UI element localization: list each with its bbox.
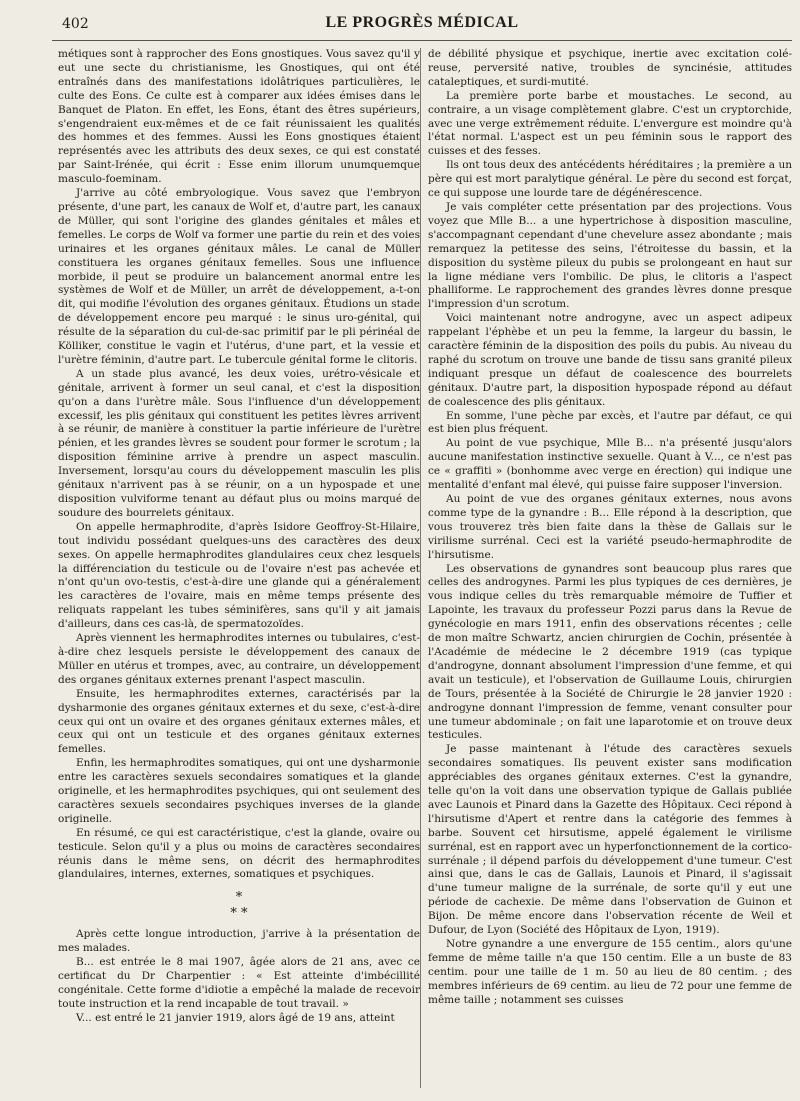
paragraph: Je vais compléter cette présentation par des projections. Vous voyez que Mlle B... a une hypertrichose à disposition masculine, s'accompagnant cependant d'une chevelure assez abondante ; mais remarquez la petitesse des seins, l'étroitesse du bassin, et la disposition du système pileux du pubis se prolongeant en haut sur la ligne médiane vers l'ombilic. De plus, le clitoris a l'aspect phalliforme. Le rapprochement des grandes lèvres donne presque l'impression d'un scrotum. <box>428 200 792 311</box>
paragraph: Ils ont tous deux des antécédents héréditaires ; la première a un père qui est mort paralytique général. Le père du second est forçat, ce qui suppose une lourde tare de dégénérescence. <box>428 159 792 200</box>
paragraph: Les observations de gynandres sont beaucoup plus rares que celles des androgynes. Parmi les plus typiques de ces dernières, je vous indique celles du très remarquable mémoire de Tuffier et Lapointe, les travaux du professeur Pozzi parus dans la Revue de gynécologie en mars 1911, enfin des observations récentes ; celle de mon maître Schwartz, ancien chirurgien de Cochin, présentée à l'Académie de médecine le 2 décembre 1919 (cas typique d'androgyne, donnant absolument l'impression d'une femme, et qui avait un testicule), et l'observation de Guillaume Louis, chirurgien de Tours, présentée à la Société de Chirurgie le 28 janvier 1920 : androgyne donnant l'impression de femme, venant consulter pour une tumeur abdominale ; on fait une laparotomie et on trouve deux testicules. <box>428 562 792 742</box>
paragraph: B... est entrée le 8 mai 1907, âgée alors de 21 ans, avec ce certificat du Dr Charpentier : « Est atteinte d'imbécillité congénitale. Cette forme d'idiotie a empêché la malade de recevoir toute instruction et la rend incapable de tout travail. » <box>58 956 420 1010</box>
separator-asterisks: * * * <box>230 890 248 922</box>
column-divider <box>420 48 421 1088</box>
paragraph: En somme, l'une pèche par excès, et l'autre par défaut, ce qui est bien plus fréquent. <box>428 409 792 436</box>
paragraph: Voici maintenant notre androgyne, avec un aspect adipeux rappelant l'éphèbe et un peu la femme, la largeur du bassin, le caractère féminin de la disposition des poils du pubis. Au niveau du raphé du scrotum on trouve une bande de tissu sans granité pileux indiquant presque un défaut de coalescence des bourrelets génitaux. D'autre part, la disposition hypospade répond au défaut de coalescence des plis génitaux. <box>428 312 792 408</box>
paragraph: Notre gynandre a une envergure de 155 centim., alors qu'une femme de même taille n'a que 150 centim. Elle a un buste de 83 centim. pour une taille de 1 m. 50 au lieu de 80 centim. ; des membres inférieurs de 69 centim. au lieu de 72 pour une femme de même taille ; notamment ses cuisses <box>428 938 792 1006</box>
paragraph: Ensuite, les hermaphrodites externes, caractérisés par la dysharmonie des organes génitaux externes et du sexe, c'est-à-dire ceux qui ont un ovaire et des organes génitaux externes mâles, et ceux qui ont un testicule et des organes génitaux externes femelles. <box>58 687 420 756</box>
paragraph: La première porte barbe et moustaches. Le second, au contraire, a un visage complètement glabre. C'est un cryptorchide, avec une verge extrêmement réduite. L'envergure est moindre qu'à l'état normal. L'aspect est un peu féminin sous le rapport des cuisses et des fesses. <box>428 89 792 158</box>
paragraph: On appelle hermaphrodite, d'après Isidore Geoffroy-St-Hilaire, tout individu possédant quelques-uns des caractères des deux sexes. On appelle hermaphrodites glandulaires ceux chez lesquels la différenciation du testicule ou de l'ovaire n'est pas achevée et n'ont qu'un ovo-testis, c'est-à-dire une glande qui a généralement les caractères de l'ovaire, mais en même temps présente des reliquats rappelant les tubes séminifères, sans qu'il y ait jamais d'ailleurs, dans ces cas-là, de spermatozoïdes. <box>58 520 420 631</box>
paragraph: Enfin, les hermaphrodites somatiques, qui ont une dysharmonie entre les caractères sexuels secondaires somatiques et la glande originelle, et les hermaphrodites psychiques, qui ont seulement des caractères sexuels secondaires psychiques inverses de la glande originelle. <box>58 757 420 825</box>
paragraph: En résumé, ce qui est caractéristique, c'est la glande, ovaire ou testicule. Selon qu'il y a plus ou moins de caractères secondaires réunis dans le même sens, on décrit des hermaphrodites glandulaires, internes, externes, somatiques et psychiques. <box>58 826 420 881</box>
paragraph: Après viennent les hermaphrodites internes ou tubulaires, c'est-à-dire chez lesquels persiste le développement des canaux de Müller en utérus et trompes, avec, au contraire, un développement des organes génitaux externes prenant l'aspect masculin. <box>58 632 420 686</box>
paragraph: Je passe maintenant à l'étude des caractères sexuels secondaires somatiques. Ils peuvent exister sans modification appréciables des organes génitaux externes. C'est la gynandre, telle qu'on la voit dans une observation typique de Gallais publiée avec Launois et Pinard dans la Gazette des Hôpitaux. Ceci répond à l'hirsutisme d'Apert et rentre dans la catégorie des femmes à barbe. Souvent cet hirsutisme, appelé également le virilisme surrénal, est en rapport avec un hyperfonctionnement de la cortico-surrénale ; il dépend parfois du développement d'une tumeur. C'est ainsi que, dans le cas de Gallais, Launois et Pinard, il s'agissait d'une tumeur maligne de la surrénale, de sorte qu'il y eut une période de cachexie. De même dans l'observation de Guinon et Bijon. De même encore dans l'observation récente de Weil et Dufour, de Lyon (Société des Hôpitaux de Lyon, 1919). <box>428 743 792 937</box>
paragraph: Au point de vue des organes génitaux externes, nous avons comme type de la gynandre : B... Elle répond à la description, que vous trouverez très bien faite dans la thèse de Gallais sur le virilisme surrénal. Ceci est la variété pseudo-hermaphrodite de l'hirsutisme. <box>428 493 792 561</box>
paragraph: Après cette longue introduction, j'arrive à la présentation de mes malades. <box>58 928 420 955</box>
paragraph: J'arrive au côté embryologique. Vous savez que l'embryon présente, d'une part, les canaux de Wolf et, d'autre part, les canaux de Müller, qui sont l'origine des glandes génitales et mâles et femelles. Le corps de Wolf va former une partie du rein et des voies urinaires et les organes génitaux mâles. Le canal de Müller constituera les organes génitaux femelles. Sous une influence morbide, il peut se produire un balancement anormal entre les systèmes de Wolf et de Müller, un arrêt de développement, a-t-on dit, qui modifie l'évolution des organes génitaux. Étudions un stade de développement encore peu marqué : le sinus uro-génital, qui résulte de la séparation du cul-de-sac primitif par le pli périnéal de Kölliker, constitue le vagin et l'utérus, d'une part, et la vessie et l'urètre féminin, d'autre part. Le tubercule génital forme le clitoris. <box>58 187 420 366</box>
paragraph: V... est entré le 21 janvier 1919, alors âgé de 19 ans, atteint <box>76 1011 395 1024</box>
paragraph: Au point de vue psychique, Mlle B... n'a présenté jusqu'alors aucune manifestation instinctive sexuelle. Quant à V..., ce n'est pas ce « graffiti » (bonhomme avec verge en érection) qui indique une mentalité d'enfant mal élevé, qui puisse faire supposer l'inversion. <box>428 437 792 492</box>
right-column <box>428 48 792 1008</box>
paragraph: de débilité physique et psychique, inertie avec excitation colé-reuse, perversité native, troubles de syncinésie, attitudes cataleptiques, et surdi-mutité. <box>428 48 792 88</box>
left-column <box>58 48 420 1026</box>
paragraph: A un stade plus avancé, les deux voies, urétro-vésicale et génitale, arrivent à former un seul canal, et c'est la disposition qu'on a dans l'urètre mâle. Sous l'influence d'un développement excessif, les plis génitaux qui constituent les petites lèvres arrivent à se réunir, de manière à constituer la partie inférieure de l'urètre pénien, et les grandes lèvres se soudent pour former le scrotum ; la disposition féminine arrive à prendre un aspect masculin. Inversement, lorsqu'au cours du développement masculin les plis génitaux n'arrivent pas à se réunir, on a un hypospade et une disposition vulviforme tenant au défaut plus ou moins marqué de soudure des bourrelets génitaux. <box>58 367 420 519</box>
page-number: 402 <box>62 16 89 32</box>
journal-title: LE PROGRÈS MÉDICAL <box>325 14 519 31</box>
page-header <box>52 14 792 41</box>
section-separator <box>58 890 420 922</box>
paragraph: métiques sont à rapprocher des Eons gnostiques. Vous savez qu'il y eut une secte du christianisme, les Gnostiques, qui ont été entraînés dans des manifestations idolâtriques particulières, le culte des Eons. Ce culte est à comparer aux idées émises dans le Banquet de Platon. En effet, les Eons, étant des êtres supérieurs, s'engendraient eux-mêmes et de ce fait réunissaient les qualités des hommes et des femmes. Aussi les Eons gnostiques étaient représentés avec les attributs des deux sexes, ce qui est constaté par Saint-Irénée, qui écrit : Esse enim illorum unumquemque masculo-foeminam. <box>58 48 420 186</box>
